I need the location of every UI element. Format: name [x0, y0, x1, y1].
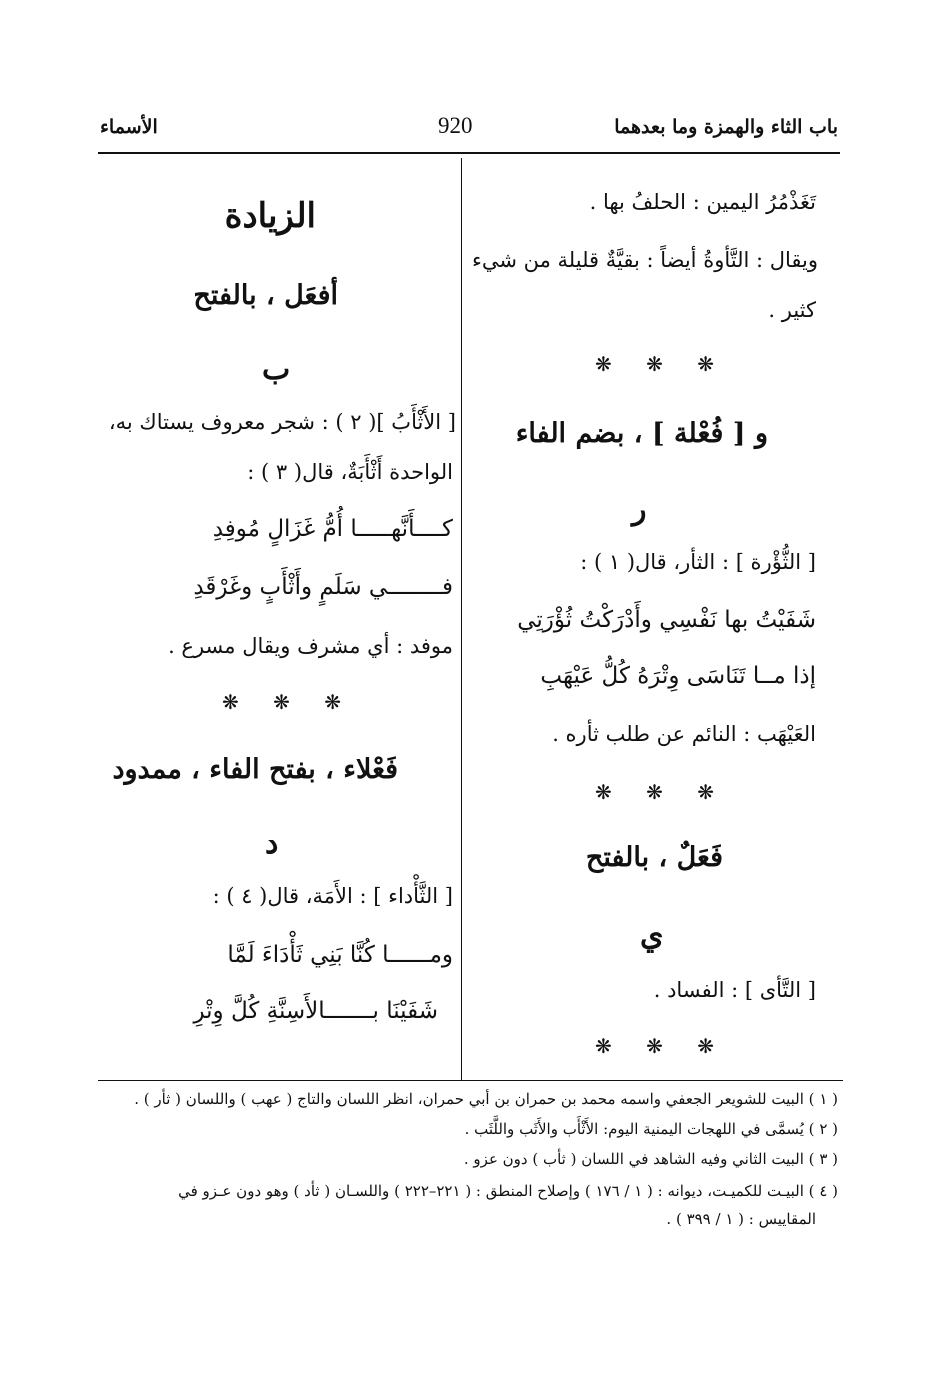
section-separator: ❋ ❋ ❋ — [595, 352, 728, 376]
section-title: الزيادة — [224, 196, 316, 236]
footnote: ( ٤ ) البيـت للكميـت، ديوانه : ( ١ / ١٧٦ ) وإصلاح المنطق : ( ٢٢١–٢٢٢ ) واللسـان ( ثأد ) وهو دون عـزو في — [178, 1182, 838, 1200]
text-line: تَغَذْمُرُ اليمين : الحلفُ بها . — [589, 190, 816, 214]
section-separator: ❋ ❋ ❋ — [222, 690, 355, 714]
verse-line: ومــــــا كُنَّا بَنِي ثَأْدَاءَ لَمَّا — [227, 942, 453, 968]
section-heading: و [ فُعْلة ] ، بضم الفاء — [515, 418, 768, 449]
text-line: [ التَّأى ] : الفساد . — [653, 978, 816, 1002]
running-head-right: باب الثاء والهمزة وما بعدهما — [614, 116, 838, 138]
letter-heading: ب — [262, 352, 291, 387]
section-heading: أفعَل ، بالفتح — [193, 280, 338, 311]
text-line: العَيْهَب : النائم عن طلب ثأره . — [552, 722, 816, 746]
section-separator: ❋ ❋ ❋ — [595, 780, 728, 804]
footnote: ( ٣ ) البيت الثاني وفيه الشاهد في اللسان ( ثأب ) دون عزو . — [463, 1150, 838, 1168]
column-divider — [461, 158, 462, 1080]
footnote-rule — [98, 1080, 843, 1081]
section-heading: فَعْلاء ، بفتح الفاء ، ممدود — [112, 754, 398, 785]
text-line: كثير . — [768, 298, 816, 322]
verse-line: شَفَيْتُ بها نَفْسِي وأَدْرَكْتُ ثُؤْرَتِي — [517, 607, 816, 633]
verse-line: كــــأَنَّهـــــا أُمُّ غَزَالٍ مُوفِدِ — [212, 516, 453, 542]
section-heading: فَعَلٌ ، بالفتح — [585, 842, 723, 873]
text-line: [ الثُّؤْرة ] : الثأر، قال( ١ ) : — [580, 550, 816, 574]
text-line: موفد : أي مشرف ويقال مسرع . — [168, 634, 453, 658]
text-line: الواحدة أَثْأَبَةٌ، قال( ٣ ) : — [247, 460, 453, 484]
letter-heading: د — [265, 826, 279, 861]
footnote: ( ٢ ) يُسمَّى في اللهجات اليمنية اليوم: الأَثْأَب والأَثَب واللَّثَب . — [464, 1120, 838, 1138]
footnote: ( ١ ) البيت للشويعر الجعفي واسمه محمد بن حمران بن أبي حمران، انظر اللسان والتاج ( عهب ) واللسان ( ثأر ) . — [134, 1090, 838, 1108]
section-separator: ❋ ❋ ❋ — [595, 1034, 728, 1058]
letter-heading: ي — [640, 918, 664, 953]
running-head-left: الأسماء — [100, 116, 158, 138]
verse-line: فــــــــي سَلَمٍ وأَثْأَبٍ وغَرْقَدِ — [193, 574, 453, 600]
verse-line: شَفَيْنَا بـــــــالأَسِنَّةِ كُلَّ وِتْرِ — [193, 998, 438, 1024]
verse-line: إذا مــا تَنَاسَى وِتْرَهُ كُلُّ عَيْهَبِ — [540, 663, 816, 689]
text-line: [ الأَثْأَبُ ]( ٢ ) : شجر معروف يستاك به، — [108, 410, 456, 434]
footnote-continuation: المقاييس : ( ١ / ٣٩٩ ) . — [666, 1210, 816, 1228]
text-line: [ الثَّأْداء ] : الأَمَة، قال( ٤ ) : — [212, 884, 453, 908]
page-number: 920 — [438, 113, 473, 138]
header-rule — [98, 152, 840, 154]
text-line: ويقال : التَّأوةُ أيضاً : بقيَّةٌ قليلة من شيء — [471, 248, 818, 272]
letter-heading: ر — [632, 492, 647, 527]
